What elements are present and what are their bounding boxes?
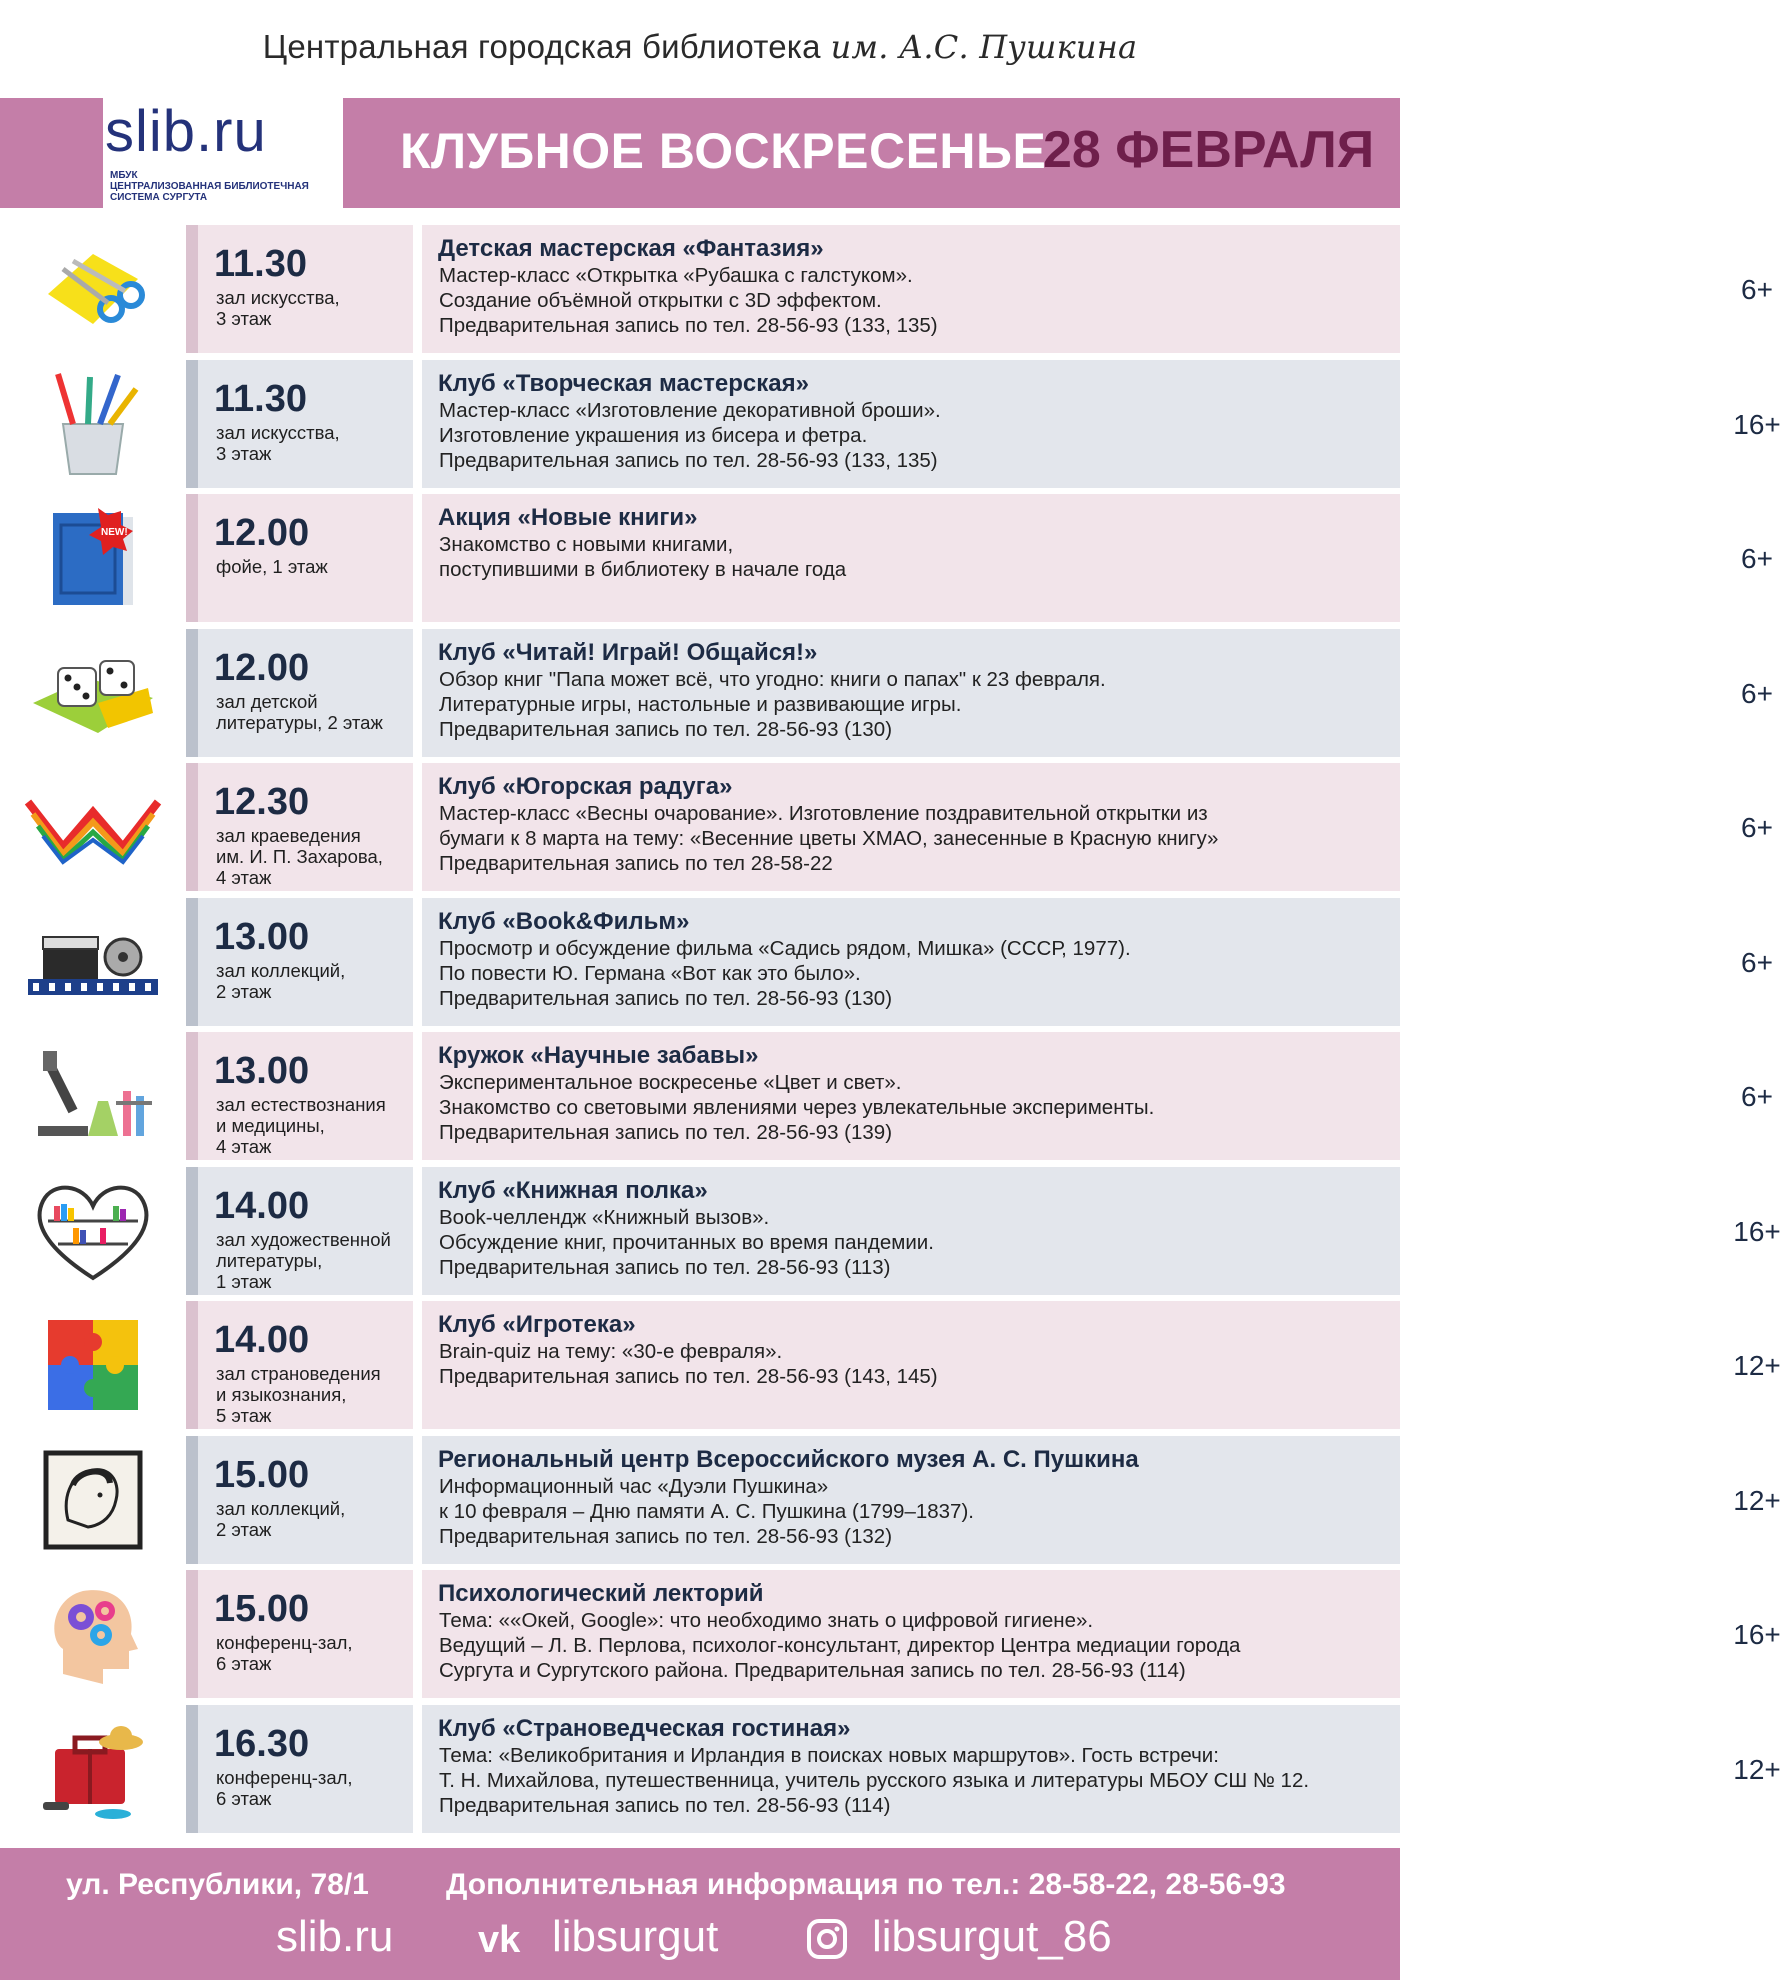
place-line: 5 этаж [216,1405,272,1426]
event-time: 13.00 [214,1050,310,1092]
vk-link[interactable]: libsurgut [552,1912,719,1961]
age-rating-badge: 6+ [1724,257,1790,323]
description-line: Мастер-класс «Открытка «Рубашка с галстуком». [439,264,913,287]
event-row [0,1032,1773,1160]
event-description [439,1339,1319,1389]
place-line: зал естествознания [216,1094,386,1115]
event-title: Клуб «Творческая мастерская» [438,369,809,397]
club-sunday-title: КЛУБНОЕ ВОСКРЕСЕНЬЕ [400,123,1047,179]
film-icon [28,908,158,1016]
place-line: 2 этаж [216,980,272,1002]
description-line: Предварительная запись по тел. 28-56-93 (130) [439,717,893,741]
time-block [186,1032,413,1160]
place-line: зал искусства, [216,287,340,308]
event-place [216,287,416,329]
age-rating-badge: 12+ [1724,1737,1790,1803]
description-block [422,1167,1781,1295]
event-title: Клуб «Книжная полка» [438,1176,708,1204]
description-block [422,1705,1781,1833]
description-line: поступившими в библиотеку в начале года [439,558,847,581]
age-rating-badge: 12+ [1724,1333,1790,1399]
place-line: зал коллекций, [216,1497,346,1519]
time-block [186,494,413,622]
event-row [0,1167,1781,1295]
time-block [186,763,413,891]
phone-info: Дополнительная информация по тел.: 28-58-22, 28-56-93 [446,1868,1286,1901]
description-line: Предварительная запись по тел. 28-56-93 (139) [439,1121,893,1144]
description-line: Обсуждение книг, прочитанных во время пандемии. [439,1230,934,1254]
age-rating-badge: 6+ [1724,1064,1790,1130]
logo-text: slib.ru [105,99,267,164]
art-supplies-icon [28,370,158,478]
description-line: Предварительная запись по тел. 28-56-93 (133, 135) [439,448,938,472]
age-rating-badge: 16+ [1724,392,1790,458]
time-block-edge [186,1301,198,1429]
library-name-heading [0,28,1400,66]
place-line: и языкознания, [216,1384,347,1405]
event-row [0,763,1773,891]
description-line: Предварительная запись по тел. 28-56-93 (114) [439,1793,891,1817]
time-block [186,1436,413,1564]
slib-logo [105,98,345,168]
description-line: Информационный час «Дуэли Пушкина» [439,1474,829,1498]
description-line: Экспериментальное воскресенье «Цвет и свет». [439,1071,902,1094]
place-line: зал художественной [216,1228,391,1250]
event-place [216,1363,416,1426]
age-rating-badge: 12+ [1724,1468,1790,1534]
svg-text:NEW!: NEW! [101,527,128,538]
description-block [422,629,1773,757]
suitcase-icon [28,1715,158,1823]
place-line: 6 этаж [216,1653,272,1674]
time-block [186,1570,413,1698]
place-line: зал детской [216,690,318,712]
logo-subtitle [110,170,350,203]
description-block [422,360,1781,488]
description-line: Просмотр и обсуждение фильма «Садись рядом, Мишка» (СССР, 1977). [439,936,1131,960]
head-gears-icon [28,1580,158,1688]
description-line: Мастер-класс «Весны очарование». Изготовление поздравительной открытки из [439,802,1208,825]
event-row [0,1436,1781,1564]
event-description [439,1608,1319,1683]
event-title: Клуб «Югорская радуга» [438,773,733,800]
description-block [422,1032,1773,1160]
description-line: к 10 февраля – Дню памяти А. С. Пушкина (1799–1837). [439,1499,974,1523]
event-time: 12.00 [214,512,310,554]
library-name: Центральная городская библиотека [262,28,821,65]
description-line: Предварительная запись по тел. 28-56-93 (143, 145) [439,1365,938,1388]
heart-bookshelf-icon [28,1177,158,1285]
event-title: Детская мастерская «Фантазия» [438,235,824,262]
event-title: Клуб «Book&Фильм» [438,907,690,935]
description-line: бумаги к 8 марта на тему: «Весенние цветы ХМАО, занесенные в Красную книгу» [439,827,1219,850]
event-time: 13.00 [214,915,310,958]
event-place [216,1498,416,1540]
place-line: 4 этаж [216,867,272,888]
description-line: Тема: «Великобритания и Ирландия в поисках новых маршрутов». Гость встречи: [439,1743,1219,1767]
event-title: Клуб «Игротека» [438,1311,636,1338]
age-rating-badge: 6+ [1724,795,1790,861]
place-line: зал искусства, [216,421,340,443]
logo-subtitle-line: СИСТЕМА СУРГУТА [110,192,208,203]
dice-cards-icon [28,639,158,747]
description-block [422,1570,1781,1698]
event-description [439,398,1319,473]
description-line: Литературные игры, настольные и развивающие игры. [439,692,962,716]
event-place [216,825,416,888]
event-row [0,494,1773,622]
description-line: Предварительная запись по тел. 28-56-93 (113) [439,1255,891,1279]
description-line: По повести Ю. Германа «Вот как это было». [439,961,861,985]
place-line: конференц-зал, [216,1766,353,1788]
event-time: 16.30 [214,1722,310,1765]
time-block-edge [186,763,198,891]
event-description [439,1205,1319,1280]
event-time: 12.00 [214,646,310,689]
pushkin-signature: им. А.С. Пушкина [830,28,1138,66]
event-row [0,1705,1781,1833]
event-description [439,1070,1319,1145]
event-row [0,360,1781,488]
place-line: литературы, 2 этаж [216,711,383,733]
time-block-edge [186,1032,198,1160]
event-time: 14.00 [214,1184,310,1227]
event-description [439,1474,1319,1549]
event-title: Клуб «Читай! Играй! Общайся!» [438,638,818,666]
event-time: 15.00 [214,1453,310,1496]
place-line: фойе, 1 этаж [216,556,328,577]
description-line: Предварительная запись по тел. 28-56-93 (133, 135) [439,314,938,337]
scissors-paper-icon [28,235,158,343]
age-rating-badge: 6+ [1724,661,1790,727]
description-line: Предварительная запись по тел. 28-56-93 (132) [439,1524,893,1548]
event-time: 15.00 [214,1588,310,1630]
event-row [0,225,1773,353]
description-line: Предварительная запись по тел. 28-56-93 (130) [439,986,893,1010]
description-line: Изготовление украшения из бисера и фетра. [439,423,868,447]
logo-subtitle-line: ЦЕНТРАЛИЗОВАННАЯ БИБЛИОТЕЧНАЯ [110,181,309,192]
age-rating-badge: 16+ [1724,1199,1790,1265]
event-description [439,936,1319,1011]
description-line: Мастер-класс «Изготовление декоративной броши». [439,398,941,422]
description-line: Ведущий – Л. В. Перлова, психолог-консультант, директор Центра медиации города [439,1634,1241,1657]
description-block [422,763,1773,891]
event-place [216,1094,416,1157]
event-place [216,1767,416,1809]
time-block-edge [186,225,198,353]
vk-icon [478,1918,534,1969]
time-block-edge [186,898,198,1026]
place-line: 3 этаж [216,442,272,464]
place-line: зал страноведения [216,1363,381,1384]
description-block [422,225,1773,353]
place-line: им. И. П. Захарова, [216,846,383,867]
event-description [439,667,1319,742]
event-place [216,422,416,464]
footer-links-line [0,1912,1400,1968]
place-line: конференц-зал, [216,1632,353,1653]
time-block [186,360,413,488]
place-line: литературы, [216,1249,323,1271]
svg-text:vk: vk [478,1919,521,1961]
instagram-icon [806,1918,848,1971]
site-link[interactable]: slib.ru [276,1912,394,1961]
event-row [0,1570,1781,1698]
description-block [422,1436,1781,1564]
event-place [216,1229,416,1292]
description-line: Сургута и Сургутского района. Предварительная запись по тел. 28-56-93 (114) [439,1659,1186,1682]
place-line: 3 этаж [216,308,272,329]
description-block [422,494,1773,622]
time-block [186,225,413,353]
time-block-edge [186,1705,198,1833]
event-date: 28 ФЕВРАЛЯ [1043,121,1375,179]
place-line: 6 этаж [216,1787,272,1809]
description-block [422,898,1773,1026]
event-title: Клуб «Страноведческая гостиная» [438,1714,851,1742]
time-block-edge [186,360,198,488]
event-title: Кружок «Научные забавы» [438,1042,759,1069]
event-title: Региональный центр Всероссийского музея А. С. Пушкина [438,1445,1139,1473]
event-title: Психологический лекторий [438,1580,764,1607]
description-line: Brain-quiz на тему: «30-е февраля». [439,1340,783,1363]
pushkin-portrait-icon [28,1446,158,1554]
event-description [439,532,1319,582]
event-description [439,1743,1319,1818]
place-line: 2 этаж [216,1518,272,1540]
age-rating-badge: 6+ [1724,526,1790,592]
description-line: Знакомство со световыми явлениями через увлекательные эксперименты. [439,1096,1155,1119]
time-block [186,898,413,1026]
description-line: Тема: ««Окей, Google»: что необходимо знать о цифровой гигиене». [439,1609,1094,1632]
description-line: Т. Н. Михайлова, путешественница, учитель русского языка и литературы МБОУ СШ № 12. [439,1768,1310,1792]
place-line: 1 этаж [216,1270,272,1292]
place-line: зал краеведения [216,825,361,846]
instagram-link[interactable]: libsurgut_86 [872,1912,1112,1961]
age-rating-badge: 6+ [1724,930,1790,996]
event-time: 14.00 [214,1319,310,1361]
description-line: Создание объёмной открытки с 3D эффектом. [439,289,882,312]
event-description [439,263,1319,338]
time-block [186,1705,413,1833]
description-line: Обзор книг "Папа может всё, что угодно: книги о папах" к 23 февраля. [439,667,1106,691]
rainbow-icon [28,773,158,881]
event-description [439,801,1319,876]
event-time: 12.30 [214,781,310,823]
microscope-icon [28,1042,158,1150]
event-time: 11.30 [214,377,307,420]
event-row [0,898,1773,1026]
puzzle-icon [28,1311,158,1419]
event-row [0,1301,1781,1429]
time-block-edge [186,494,198,622]
event-place [216,691,416,733]
event-title: Акция «Новые книги» [438,504,698,531]
time-block [186,1167,413,1295]
logo-subtitle-line: МБУК [110,170,138,181]
footer-info-line [0,1868,1400,1908]
event-place [216,960,416,1002]
event-row [0,629,1773,757]
address: ул. Республики, 78/1 [66,1868,369,1901]
description-line: Book-челлендж «Книжный вызов». [439,1205,770,1229]
description-line: Предварительная запись по тел 28-58-22 [439,852,833,875]
new-book-icon [28,504,158,612]
description-line: Знакомство с новыми книгами, [439,533,734,556]
time-block-edge [186,1167,198,1295]
time-block-edge [186,1436,198,1564]
place-line: и медицины, [216,1115,325,1136]
time-block-edge [186,1570,198,1698]
time-block [186,629,413,757]
description-block [422,1301,1781,1429]
time-block [186,1301,413,1429]
time-block-edge [186,629,198,757]
event-place [216,1632,416,1674]
place-line: зал коллекций, [216,959,346,981]
age-rating-badge: 16+ [1724,1602,1790,1668]
place-line: 4 этаж [216,1136,272,1157]
event-time: 11.30 [214,243,307,285]
event-place [216,556,416,577]
